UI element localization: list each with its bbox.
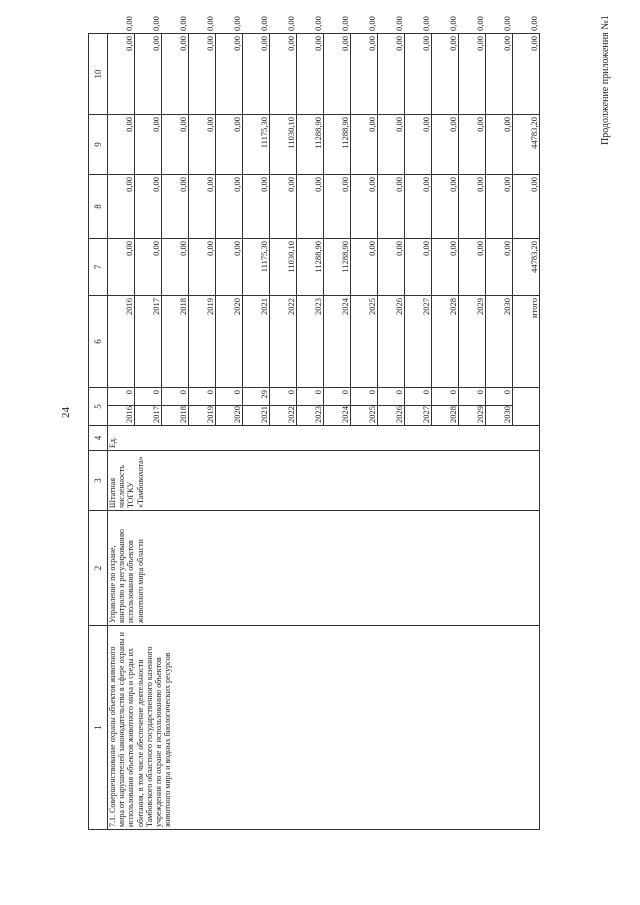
rotated-table-container (88, 16, 562, 830)
table-row: 2029 0 2029 0,00 0,00 0,00 0,00 0,00 (459, 34, 486, 830)
table-row: 2023 0 2023 11288,90 0,00 11288,90 0,00 0,00 (297, 34, 324, 830)
finance-col7: 0,00 (297, 175, 324, 239)
col-header: 1 (89, 626, 108, 830)
finance-col7: 0,00 (324, 175, 351, 239)
indicator-year: 2017 (135, 406, 162, 426)
finance-col7: 0,00 (189, 175, 216, 239)
finance-col7: 0,00 (243, 175, 270, 239)
indicator-value: 0 (486, 388, 513, 406)
finance-total: 11030,10 (270, 239, 297, 296)
finance-col9: 0,00 (162, 34, 189, 115)
finance-col8: 0,00 (486, 115, 513, 175)
finance-col9: 0,00 (270, 34, 297, 115)
finance-col9: 0,00 (108, 34, 135, 115)
finance-total: 0,00 (432, 239, 459, 296)
col-header: 3 (89, 451, 108, 511)
finance-total: 0,00 (459, 239, 486, 296)
finance-col7: 0,00 (486, 175, 513, 239)
indicator-year: 2019 (189, 406, 216, 426)
indicator-value: 0 (351, 388, 378, 406)
indicator-year: 2025 (351, 406, 378, 426)
finance-col8: 0,00 (378, 115, 405, 175)
finance-total: 0,00 (351, 239, 378, 296)
finance-col8: 11288,90 (297, 115, 324, 175)
indicator-year: 2028 (432, 406, 459, 426)
finance-year: 2023 (297, 296, 324, 388)
unit: Ед. (108, 426, 540, 451)
finance-total: 0,00 (162, 239, 189, 296)
finance-col9: 0,00 (135, 34, 162, 115)
finance-col8: 0,00 (216, 115, 243, 175)
finance-year: 2022 (270, 296, 297, 388)
indicator-year: 2027 (405, 406, 432, 426)
finance-col8: 0,00 (135, 115, 162, 175)
finance-year: 2021 (243, 296, 270, 388)
indicator-value: 0 (432, 388, 459, 406)
indicator-value: 0 (405, 388, 432, 406)
finance-col8: 11175,30 (243, 115, 270, 175)
col-header: 10 (89, 34, 108, 115)
indicator-value: 0 (297, 388, 324, 406)
indicator-value: 0 (324, 388, 351, 406)
table-row: 2021 29 2021 11175,30 0,00 11175,30 0,00 0,00 (243, 34, 270, 830)
indicator-year: 2020 (216, 406, 243, 426)
total-col8: 44783,20 (513, 115, 540, 175)
indicator-year: 2030 (486, 406, 513, 426)
table-row: 2017 0 2017 0,00 0,00 0,00 0,00 0,00 (135, 34, 162, 830)
finance-year: 2017 (135, 296, 162, 388)
finance-total: 11175,30 (243, 239, 270, 296)
column-number-row (89, 34, 108, 830)
finance-year: 2028 (432, 296, 459, 388)
finance-col7: 0,00 (405, 175, 432, 239)
total-col9: 0,00 (513, 34, 540, 115)
total-col7: 0,00 (513, 175, 540, 239)
total-row: итого 44783,20 0,00 44783,20 0,00 0,00 (513, 34, 540, 830)
finance-total: 0,00 (486, 239, 513, 296)
indicator-year: 2029 (459, 406, 486, 426)
finance-col7: 0,00 (432, 175, 459, 239)
measure-name: 7.1. Совершенствование охраны объектов животного мира от нарушителей законодательства в сфере охраны и использования объектов животного мира и среды их обитания, в том числе обеспечение деятельности Тамбовского областного государственного казенного учреждения по охране и использованию объектов животного мира и водных биологических ресурсов (108, 626, 540, 830)
indicator-name: Штатная численность ТОГКУ «Тамбовохота» (108, 451, 540, 511)
indicator-value: 29 (243, 388, 270, 406)
finance-col8: 0,00 (405, 115, 432, 175)
finance-year: 2027 (405, 296, 432, 388)
finance-total: 0,00 (135, 239, 162, 296)
finance-col9: 0,00 (405, 34, 432, 115)
finance-col8: 0,00 (459, 115, 486, 175)
finance-col7: 0,00 (378, 175, 405, 239)
finance-col8: 11030,10 (270, 115, 297, 175)
finance-col9: 0,00 (459, 34, 486, 115)
indicator-year: 2024 (324, 406, 351, 426)
finance-col9: 0,00 (216, 34, 243, 115)
finance-total: 0,00 (216, 239, 243, 296)
col-header: 4 (89, 426, 108, 451)
program-table (88, 16, 540, 830)
table-row: 2025 0 2025 0,00 0,00 0,00 0,00 0,00 (351, 34, 378, 830)
finance-col7: 0,00 (351, 175, 378, 239)
finance-col7: 0,00 (270, 175, 297, 239)
finance-total: 11288,90 (297, 239, 324, 296)
finance-col8: 0,00 (108, 115, 135, 175)
finance-total: 0,00 (378, 239, 405, 296)
finance-year: 2025 (351, 296, 378, 388)
table-row: 2022 0 2022 11030,10 0,00 11030,10 0,00 0,00 (270, 34, 297, 830)
finance-col7: 0,00 (108, 175, 135, 239)
table-row: 2024 0 2024 11288,90 0,00 11288,90 0,00 0,00 (324, 34, 351, 830)
finance-col9: 0,00 (297, 34, 324, 115)
finance-total: 11288,90 (324, 239, 351, 296)
indicator-value: 0 (189, 388, 216, 406)
col-header: 9 (89, 115, 108, 175)
finance-col8: 0,00 (351, 115, 378, 175)
finance-col9: 0,00 (486, 34, 513, 115)
col-header: 8 (89, 175, 108, 239)
indicator-year: 2018 (162, 406, 189, 426)
indicator-value: 0 (459, 388, 486, 406)
finance-col8: 11288,90 (324, 115, 351, 175)
table-row: 7.1. Совершенствование охраны объектов животного мира от нарушителей законодательства в сфере охраны и использования объектов животного мира и среды их обитания, в том числе обеспечение деятельности Тамбовского областного государственного казенного учреждения по охране и использованию объектов животного мира и водных биологических ресурсов Управление по охране, контролю и регулированию использования объектов животного мира области Штатная численность ТОГКУ «Тамбовохота» Ед. 2016 0 2016 0,00 0,00 0,00 0,00 0,00 (108, 34, 135, 830)
col-header: 5 (89, 388, 108, 426)
finance-col8: 0,00 (162, 115, 189, 175)
total-label: итого (513, 296, 540, 388)
indicator-year: 2022 (270, 406, 297, 426)
indicator-year: 2021 (243, 406, 270, 426)
col-header: 7 (89, 239, 108, 296)
table-row: 2019 0 2019 0,00 0,00 0,00 0,00 0,00 (189, 34, 216, 830)
finance-year: 2020 (216, 296, 243, 388)
finance-year: 2018 (162, 296, 189, 388)
finance-year: 2024 (324, 296, 351, 388)
finance-col9: 0,00 (189, 34, 216, 115)
indicator-value: 0 (162, 388, 189, 406)
indicator-value: 0 (270, 388, 297, 406)
indicator-value: 0 (108, 388, 135, 406)
finance-col9: 0,00 (378, 34, 405, 115)
finance-year: 2016 (108, 296, 135, 388)
indicator-value: 0 (135, 388, 162, 406)
table-row: 2028 0 2028 0,00 0,00 0,00 0,00 0,00 (432, 34, 459, 830)
finance-col7: 0,00 (459, 175, 486, 239)
finance-year: 2029 (459, 296, 486, 388)
indicator-year: 2023 (297, 406, 324, 426)
table-row: 2027 0 2027 0,00 0,00 0,00 0,00 0,00 (405, 34, 432, 830)
empty-cell (513, 388, 540, 426)
finance-year: 2030 (486, 296, 513, 388)
table-row: 2020 0 2020 0,00 0,00 0,00 0,00 0,00 (216, 34, 243, 830)
table-row: 2018 0 2018 0,00 0,00 0,00 0,00 0,00 (162, 34, 189, 830)
finance-year: 2019 (189, 296, 216, 388)
indicator-year: 2026 (378, 406, 405, 426)
finance-col7: 0,00 (135, 175, 162, 239)
table-row: 2030 0 2030 0,00 0,00 0,00 0,00 0,00 (486, 34, 513, 830)
finance-col9: 0,00 (351, 34, 378, 115)
finance-total: 0,00 (108, 239, 135, 296)
responsible-executor: Управление по охране, контролю и регулированию использования объектов животного мира области (108, 511, 540, 626)
finance-col9: 0,00 (432, 34, 459, 115)
finance-total: 0,00 (405, 239, 432, 296)
total-col6: 44783,20 (513, 239, 540, 296)
indicator-value: 0 (216, 388, 243, 406)
indicator-value: 0 (378, 388, 405, 406)
finance-col8: 0,00 (432, 115, 459, 175)
finance-col7: 0,00 (162, 175, 189, 239)
finance-total: 0,00 (189, 239, 216, 296)
table-row: 2026 0 2026 0,00 0,00 0,00 0,00 0,00 (378, 34, 405, 830)
finance-col9: 0,00 (324, 34, 351, 115)
col-header: 6 (89, 296, 108, 388)
indicator-year: 2016 (108, 406, 135, 426)
finance-col8: 0,00 (189, 115, 216, 175)
finance-col7: 0,00 (216, 175, 243, 239)
page-number: 24 (60, 407, 72, 418)
annex-label: Продолжение приложения №1 (600, 15, 611, 145)
finance-year: 2026 (378, 296, 405, 388)
col-header: 2 (89, 511, 108, 626)
finance-col9: 0,00 (243, 34, 270, 115)
